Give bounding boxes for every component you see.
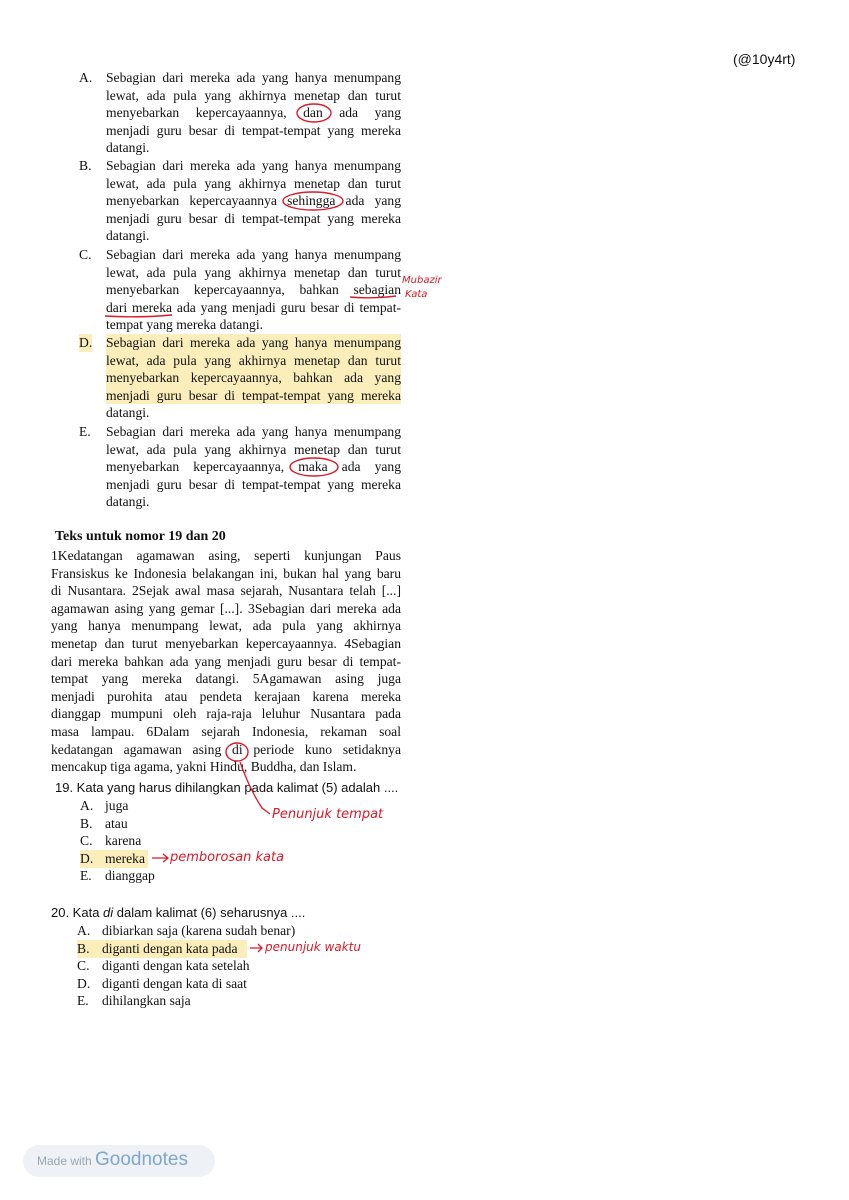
option-line: menyebarkan kepercayaannya, maka ada yang xyxy=(106,459,401,475)
option-line: datangi. xyxy=(106,140,150,156)
option-letter: D. xyxy=(79,335,93,350)
passage-line: masa lampau. 6Dalam sejarah Indonesia, rekaman soal xyxy=(51,723,401,739)
badge-made-with: Made with xyxy=(37,1154,92,1168)
q20-option-c: C. diganti dengan kata setelah xyxy=(77,958,250,973)
option-line: datangi. xyxy=(106,228,150,244)
q20-question: 20. Kata di dalam kalimat (6) seharusnya .... xyxy=(51,905,306,920)
option-line: Sebagian dari mereka ada yang hanya menumpang xyxy=(106,247,401,262)
q19-option-e: E. dianggap xyxy=(80,868,155,883)
option-line: lewat, ada pula yang akhirnya menetap dan turut xyxy=(106,352,401,368)
note-penunjuk-tempat: Penunjuk tempat xyxy=(272,807,384,822)
q19-question: 19. Kata yang harus dihilangkan pada kalimat (5) adalah .... xyxy=(55,780,399,795)
q19-option-a: A. juga xyxy=(80,798,129,813)
passage-line: 1Kedatangan agamawan asing, seperti kunjungan Paus xyxy=(51,548,401,563)
option-line: Sebagian dari mereka ada yang hanya menumpang xyxy=(106,335,401,350)
option-line: dari mereka ada yang menjadi guru besar di tempat- xyxy=(106,299,401,315)
q20-option-d: D. diganti dengan kata di saat xyxy=(77,976,247,991)
q20-option-e: E. dihilangkan saja xyxy=(77,993,191,1008)
goodnotes-logo: Goodnotes xyxy=(95,1149,188,1170)
arrow-pemborosan xyxy=(152,854,168,862)
option-line: menyebarkan kepercayaannya, bahkan ada yang xyxy=(106,370,401,386)
q20-option-a: A. dibiarkan saja (karena sudah benar) xyxy=(77,923,296,938)
passage-text xyxy=(51,547,401,776)
option-line: lewat, ada pula yang akhirnya menetap dan turut xyxy=(106,441,401,457)
option-line: lewat, ada pula yang akhirnya menetap dan turut xyxy=(106,175,401,191)
passage-line: menjadi purohita atau pendeta kerajaan karena mereka xyxy=(51,688,401,704)
note-penunjuk-waktu: penunjuk waktu xyxy=(265,940,361,954)
note-kata: Kata xyxy=(405,289,428,300)
option-letter: B. xyxy=(79,158,92,173)
q19-option-c: C. karena xyxy=(80,833,142,848)
option-line: Sebagian dari mereka ada yang hanya menumpang xyxy=(106,70,401,85)
option-line: menjadi guru besar di tempat-tempat yang mereka xyxy=(106,122,401,138)
option-line: Sebagian dari mereka ada yang hanya menumpang xyxy=(106,424,401,439)
note-mubazir: Mubazir xyxy=(402,275,442,286)
passage-heading: Teks untuk nomor 19 dan 20 xyxy=(55,529,226,544)
passage-line: yang hanya menumpang lewat, ada pula yang akhirnya xyxy=(51,618,401,634)
q20-option-b-highlighted: B. diganti dengan kata pada xyxy=(77,940,247,958)
option-letter: C. xyxy=(79,247,92,262)
passage-line: kedatangan agamawan asing di periode kuno setidaknya xyxy=(51,741,401,757)
option-line: lewat, ada pula yang akhirnya menetap dan turut xyxy=(106,87,401,103)
option-line: datangi. xyxy=(106,405,150,421)
author-handle: (@10y4rt) xyxy=(733,51,796,67)
option-line: menyebarkan kepercayaannya, bahkan sebagian xyxy=(106,282,401,298)
note-pemborosan-kata: pemborosan kata xyxy=(170,850,285,865)
passage-line: tempat yang mereka datangi. 5Agamawan asing juga xyxy=(51,671,401,687)
option-line: menyebarkan kepercayaannya, dan ada yang xyxy=(106,105,401,121)
passage-line: dianggap mumpuni oleh raja-raja leluhur Nusantara pada xyxy=(51,706,401,722)
option-line: menjadi guru besar di tempat-tempat yang mereka xyxy=(106,387,401,403)
option-line: Sebagian dari mereka ada yang hanya menumpang xyxy=(106,158,401,173)
option-line: menyebarkan kepercayaannya sehingga ada yang xyxy=(106,193,401,209)
passage-line: dari mereka bahkan ada yang menjadi guru besar di tempat- xyxy=(51,653,401,669)
option-letter: A. xyxy=(79,70,93,85)
q19-option-b: B. atau xyxy=(80,816,128,831)
q19-option-d-highlighted: D. mereka xyxy=(80,850,148,868)
arrow-penunjuk-waktu xyxy=(250,944,262,952)
option-line: menjadi guru besar di tempat-tempat yang mereka xyxy=(106,476,401,492)
option-line: datangi. xyxy=(106,494,150,510)
option-letter: E. xyxy=(79,424,91,439)
passage-line: Fransiskus ke Indonesia belakangan ini, bukan hal yang baru xyxy=(51,565,401,581)
option-line: lewat, ada pula yang akhirnya menetap dan turut xyxy=(106,264,401,280)
passage-line: mencakup tiga agama, yakni Hindu, Buddha, dan Islam. xyxy=(51,759,357,775)
passage-line: menetap dan turut menyebarkan kepercayaannya. 4Sebagian xyxy=(51,635,401,651)
option-line: menjadi guru besar di tempat-tempat yang mereka xyxy=(106,210,401,226)
passage-line: di Nusantara. 2Sejak awal masa sejarah, Nusantara telah [...] xyxy=(51,583,401,599)
passage-line: agamawan asing yang gemar [...]. 3Sebagian dari mereka ada xyxy=(51,600,401,616)
goodnotes-badge xyxy=(23,1145,215,1177)
option-line: tempat yang mereka datangi. xyxy=(106,317,264,333)
